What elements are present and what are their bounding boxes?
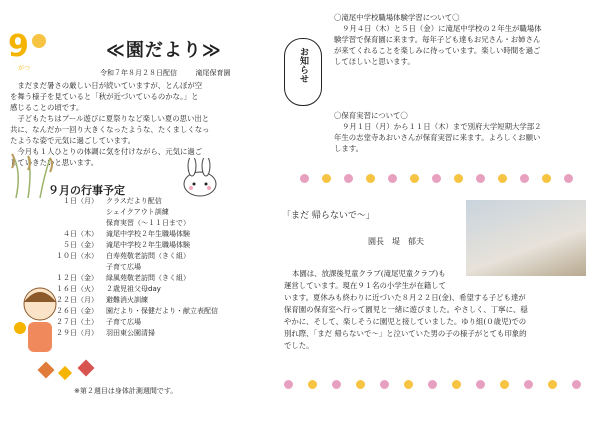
article-line: 本園は、放課後児童クラブ(滝尾児童クラブ)も [292,269,446,278]
event-date: ２９日（月） [56,329,98,337]
month-logo [8,29,44,74]
event-row [40,306,280,317]
flower-icon [344,174,353,183]
flower-border-bottom [284,378,584,392]
article-line: やかに、そして、楽しそうに園児と接していました。ゆり組(０歳児)での [284,317,527,326]
event-text: 滝尾中学校２年生職場体験 [106,230,190,238]
notice-line: が来てくれることを楽しみに待っています。楽しい時間を過ご [334,46,541,55]
flower-icon [454,174,463,183]
flower-icon [404,380,413,389]
notice-line: します。 [334,144,363,153]
event-row [40,328,280,339]
event-text: 避難消火訓練 [106,296,148,304]
flower-icon [308,380,317,389]
intro-line: 子どもたちはプール遊びに夏祭りなど楽しい夏の思い出と [10,114,210,123]
notice-workplace-experience [334,12,590,67]
event-text: 緑風苑敬老訪問（きく組） [106,274,190,282]
flower-icon [432,174,441,183]
event-text: 子育て広場 [106,263,141,271]
flower-icon [332,380,341,389]
flower-icon [300,174,309,183]
event-text: 子育て広場 [106,318,141,326]
flower-icon [366,174,375,183]
flower-icon [428,380,437,389]
event-text: ２歳児祖父母day [106,285,161,293]
article-line: 別れ際、「まだ 帰らないで～」と泣いていた男の子の様子がとても印象的 [284,329,527,338]
flower-icon [380,380,389,389]
issue-date [100,68,230,78]
article-body [284,268,584,352]
flower-icon [500,380,509,389]
event-row [40,229,280,240]
flower-icon [542,174,551,183]
events-title: ９月の行事予定 [48,184,125,197]
event-row [40,273,280,284]
event-text: シェイクアウト訓練 [106,208,169,216]
intro-line: 今月も１人ひとりの体調に気を付けながら、元気に過ご [10,147,203,156]
event-row [40,218,280,229]
event-date: １６日（火） [56,285,98,293]
event-date: ２２日（月） [56,296,98,304]
event-date: １２日（金） [56,274,98,282]
flower-icon [564,174,573,183]
flower-icon [356,380,365,389]
rabbit-icon [170,158,230,198]
event-row [40,284,280,295]
event-date: １日（月） [63,197,98,205]
event-date: ２７日（土） [56,318,98,326]
notice-line: してほしいと思います。 [334,57,415,66]
event-row [40,251,280,262]
article-line: 運営しています。現在９１名の小学生が在籍して [284,281,447,290]
event-row [40,207,280,218]
month-word: がつ [18,65,31,72]
event-text: クラスだより配信 [106,197,162,205]
flower-icon [284,380,293,389]
article-title: 「まだ 帰らないで～」 [282,211,375,221]
flower-icon [572,380,581,389]
flower-icon [388,174,397,183]
badge-label: お知らせ [298,47,308,83]
date-text: 令和７年８月２８日配信 [100,69,177,77]
event-date [40,207,106,218]
flower-icon [452,380,461,389]
event-row [40,240,280,251]
event-date: ５日（金） [63,241,98,249]
notice-title: 〇滝尾中学校職場体験学習について〇 [334,13,460,22]
event-row [40,295,280,306]
notice-title: 〇保育実習について〇 [334,111,408,120]
notice-line: ９月１日（月）から１１日（木）まで別府大学短期大学部２ [342,122,542,131]
intro-line: していきたいと思います。 [10,158,99,167]
month-number: 9 [8,29,29,64]
notice-practicum [334,110,590,154]
flower-border [300,172,590,186]
notice-line: 験学習で保育園に来ます。毎年子ども達もお兄さん・お姉さん [334,35,541,44]
article-line: でした。 [284,341,314,350]
intro-line: 感じることの頃です。 [10,103,84,112]
intro-line: 共に、なんだか一回り大きくなったような、たくましくなっ [10,125,210,134]
intro-line: を舞う様子を見ていると「秋が近づいているのかな。」と [10,92,199,101]
events-list [40,196,280,339]
girl-illustration-icon [14,282,66,362]
event-date: ４日（木） [63,230,98,238]
event-row [40,317,280,328]
events-note: ※第２週目は身体計測週間です。 [74,387,178,395]
intro-line: たような姿で元気に過ごしています。 [10,136,136,145]
event-date: １０日（水） [56,252,98,260]
event-row [40,196,280,207]
event-text: 羽田東公園清掃 [106,329,155,337]
event-text: 保育実習（～１１日まで） [106,219,190,227]
sun-icon [32,34,46,48]
flower-icon [322,174,331,183]
event-date [40,218,106,229]
event-row [40,262,280,273]
flower-icon [476,174,485,183]
event-text: 滝尾中学校２年生職場体験 [106,241,190,249]
flower-icon [520,174,529,183]
article-author: 園長 堤 郁夫 [368,237,424,246]
publisher-text: 滝尾保育園 [195,69,231,77]
flower-icon [476,380,485,389]
notice-badge [284,38,322,106]
children-photo [466,200,586,276]
event-text: 白寿苑敬老訪問（きく組） [106,252,190,260]
event-date [40,262,106,273]
notice-line: ９月４日（木）と５日（金）に滝尾中学校の２年生が職場体 [342,24,542,33]
flower-icon [498,174,507,183]
flower-icon [410,174,419,183]
intro-line: まだまだ暑さの厳しい日が続いていますが、とんぼが空 [10,81,203,90]
page-title: ≪園だより≫ [106,40,222,61]
autumn-leaves-decoration [40,362,120,382]
article-line: 保育園の保育室へ行って園児と一緒に遊びました。やさしく、丁寧に、穏 [284,305,528,314]
flower-icon [548,380,557,389]
flower-icon [524,380,533,389]
notice-line: 年生の志堂寺あおいさんが保育実習に来ます。よろしくお願い [334,133,541,142]
header [8,28,278,78]
article-line: います。夏休みも終わりに近づいた８月２２日(金)、希望する子ども達が [284,293,526,302]
event-text: 園だより・保健だより・献立表配信 [106,307,218,315]
event-date: ２６日（金） [56,307,98,315]
